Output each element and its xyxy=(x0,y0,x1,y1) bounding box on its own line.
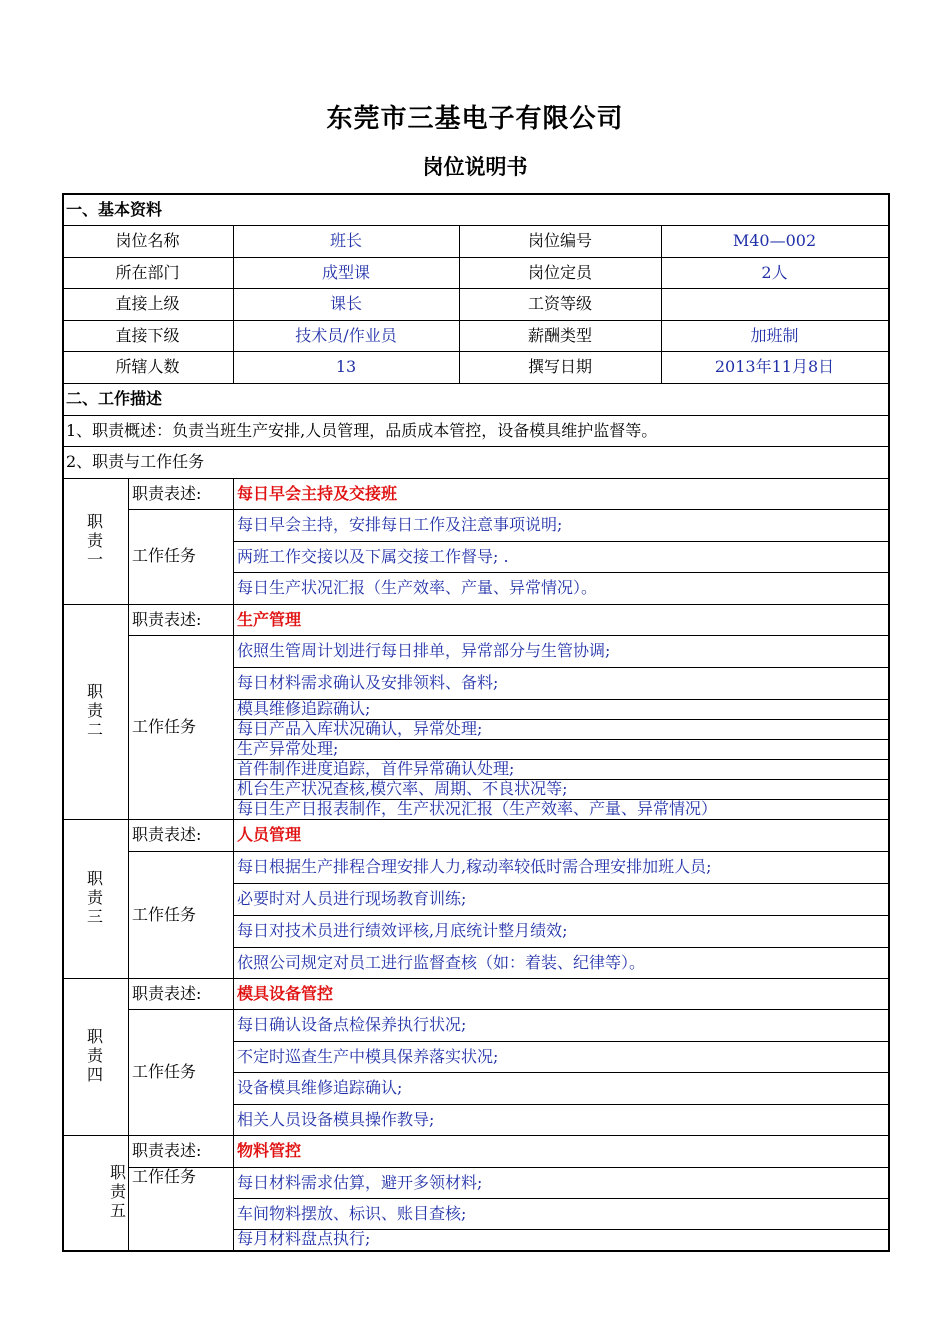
grid-line xyxy=(459,225,460,257)
section-basic-info-heading: 一、基本资料 xyxy=(66,200,163,219)
duty-name: 职 责 四 xyxy=(86,1027,103,1085)
field-label: 直接上级 xyxy=(115,294,180,313)
field-value: 2013年11月8日 xyxy=(714,357,835,376)
grid-line xyxy=(233,320,234,352)
task-item: 每月材料盘点执行; xyxy=(237,1228,371,1248)
work-task-label: 工作任务 xyxy=(132,717,197,736)
field-label: 撰写日期 xyxy=(527,357,592,376)
task-item: 每日材料需求确认及安排领料、备料; xyxy=(237,673,499,692)
grid-line xyxy=(459,257,460,289)
field-value: 2人 xyxy=(761,262,788,282)
grid-line xyxy=(233,478,234,510)
grid-line xyxy=(233,635,234,819)
field-value: M40—002 xyxy=(732,231,817,250)
task-item: 每日根据生产排程合理安排人力,稼动率较低时需合理安排加班人员; xyxy=(237,856,712,876)
duty-overview: 1、职责概述：负责当班生产安排,人员管理，品质成本管控，设备模具维护监督等。 xyxy=(66,420,658,440)
field-label: 薪酬类型 xyxy=(527,325,592,345)
grid-line xyxy=(661,257,662,289)
field-value: 技术员/作业员 xyxy=(295,325,397,345)
grid-line xyxy=(128,478,129,604)
task-item: 每日早会主持，安排每日工作及注意事项说明; xyxy=(237,515,563,534)
field-value xyxy=(661,288,888,320)
work-task-label: 工作任务 xyxy=(132,1062,197,1081)
duty-name: 职 责 一 xyxy=(86,511,103,569)
duty-statement-label: 职责表述: xyxy=(132,983,202,1003)
task-item: 车间物料摆放、标识、账目查核; xyxy=(237,1203,467,1223)
grid-line xyxy=(661,351,662,383)
grid-line xyxy=(233,257,234,289)
grid-line xyxy=(128,1135,129,1250)
duty-name: 职 责 二 xyxy=(86,682,103,740)
duty-statement-label: 职责表述: xyxy=(132,825,202,844)
duty-name: 职 责 三 xyxy=(86,869,103,927)
field-label: 岗位定员 xyxy=(527,262,592,282)
field-value: 加班制 xyxy=(750,325,799,345)
field-value: 13 xyxy=(335,357,357,376)
grid-line xyxy=(128,819,129,978)
grid-line xyxy=(128,604,129,820)
section-work-description-heading: 二、工作描述 xyxy=(66,388,163,408)
task-item: 模具维修追踪确认; xyxy=(237,699,371,718)
grid-line xyxy=(233,1009,234,1135)
field-label: 工资等级 xyxy=(527,294,592,313)
grid-line xyxy=(233,819,234,851)
grid-line xyxy=(233,604,234,636)
field-label: 岗位编号 xyxy=(527,231,592,250)
duty-title: 模具设备管控 xyxy=(237,983,334,1003)
duty-title: 人员管理 xyxy=(237,825,302,844)
grid-line xyxy=(888,193,890,1250)
grid-line xyxy=(233,851,234,978)
duty-title: 生产管理 xyxy=(237,609,302,629)
work-task-label: 工作任务 xyxy=(132,1166,197,1186)
task-item: 不定时巡查生产中模具保养落实状况; xyxy=(237,1046,499,1066)
duty-title: 每日早会主持及交接班 xyxy=(237,483,398,503)
grid-line xyxy=(233,978,234,1010)
field-label: 直接下级 xyxy=(115,325,180,345)
field-value: 课长 xyxy=(329,294,362,313)
grid-line xyxy=(233,1135,234,1167)
grid-line xyxy=(661,288,662,320)
task-item: 每日生产日报表制作，生产状况汇报（生产效率、产量、异常情况） xyxy=(237,799,718,818)
grid-line xyxy=(62,1250,890,1252)
field-value: 班长 xyxy=(329,231,362,250)
task-item: 机台生产状况查核,模穴率、周期、不良状况等; xyxy=(237,779,568,798)
document-title: 岗位说明书 xyxy=(422,154,528,179)
grid-line xyxy=(459,288,460,320)
grid-line xyxy=(233,225,234,257)
field-value: 成型课 xyxy=(321,262,370,282)
grid-line xyxy=(459,320,460,352)
grid-line xyxy=(661,320,662,352)
task-item: 生产异常处理; xyxy=(237,739,339,758)
grid-line xyxy=(233,288,234,320)
grid-line xyxy=(233,351,234,383)
task-item: 首件制作进度追踪，首件异常确认处理; xyxy=(237,759,515,778)
grid-line xyxy=(128,978,129,1136)
task-item: 每日确认设备点检保养执行状况; xyxy=(237,1015,467,1034)
grid-line xyxy=(233,509,234,604)
task-item: 两班工作交接以及下属交接工作督导; . xyxy=(237,546,509,566)
task-item: 必要时对人员进行现场教育训练; xyxy=(237,888,467,908)
task-item: 每日产品入库状况确认，异常处理; xyxy=(237,719,483,738)
duty-statement-label: 职责表述: xyxy=(132,609,202,629)
company-name: 东莞市三基电子有限公司 xyxy=(326,104,624,134)
task-item: 相关人员设备模具操作教导; xyxy=(237,1109,435,1129)
work-task-label: 工作任务 xyxy=(132,546,197,565)
work-task-label: 工作任务 xyxy=(132,904,197,924)
task-item: 依照生管周计划进行每日排单，异常部分与生管协调; xyxy=(237,641,611,660)
field-label: 所在部门 xyxy=(115,262,180,282)
task-item: 依照公司规定对员工进行监督查核（如：着装、纪律等）。 xyxy=(237,952,646,972)
grid-line xyxy=(459,351,460,383)
grid-line xyxy=(661,225,662,257)
duty-statement-label: 职责表述: xyxy=(132,1141,202,1160)
field-label: 所辖人数 xyxy=(115,357,180,376)
task-item: 每日生产状况汇报（生产效率、产量、异常情况）。 xyxy=(237,578,598,597)
duty-title: 物料管控 xyxy=(237,1141,302,1160)
task-item: 每日材料需求估算，避开多领材料; xyxy=(237,1172,483,1192)
task-item: 每日对技术员进行绩效评核,月底统计整月绩效; xyxy=(237,920,568,940)
field-label: 岗位名称 xyxy=(115,231,180,250)
duty-statement-label: 职责表述: xyxy=(132,483,202,503)
duties-tasks-heading: 2、职责与工作任务 xyxy=(66,451,205,471)
duty-name: 职 责 五 xyxy=(109,1163,126,1221)
task-item: 设备模具维修追踪确认; xyxy=(237,1078,403,1097)
grid-line xyxy=(233,1167,234,1250)
